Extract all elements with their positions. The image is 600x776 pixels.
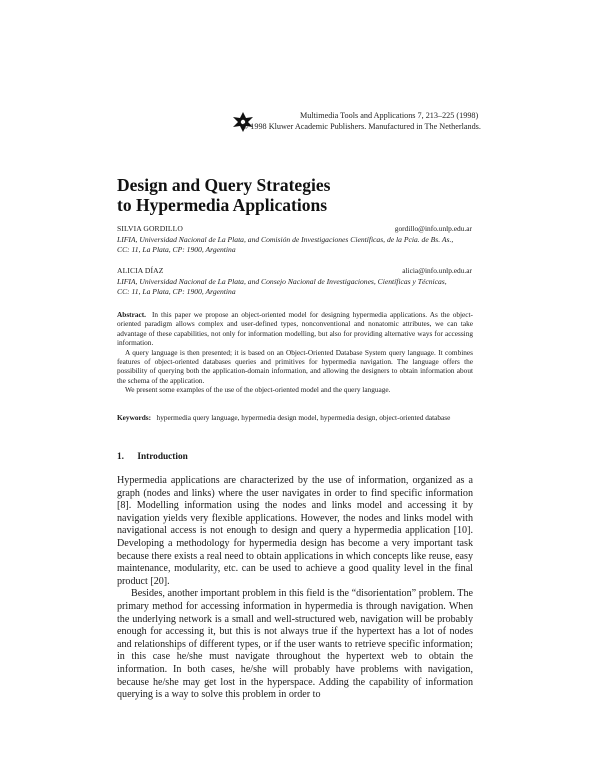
keywords-label: Keywords: — [117, 413, 152, 422]
body-text — [117, 475, 473, 702]
section-title: Introduction — [137, 452, 188, 462]
abstract — [117, 310, 473, 395]
body-paragraph: Besides, another important problem in this field is the “disorientation” problem. The primary method for accessing information in hypermedia is through navigation. When the underlying network is a small and well-structured web, navigation will be probably enough for accessing it, but this is not always true if the hypertext has a lot of nodes and relationships of different types, or if the user wants to retrieve specific information; in this case he/she must navigate throughout the hypertext web to obtain the information. In both cases, he/she will probably have problems with navigation, because he/she may get lost in the hyperspace. Adding the capability of information querying is a way to solve this problem in order to — [117, 588, 473, 701]
author-affiliation: LIFIA, Universidad Nacional de La Plata, and Consejo Nacional de Investigaciones, Científicas y Técnicas, — [117, 276, 447, 286]
copyright-notice: © 1998 Kluwer Academic Publishers. Manufactured in The Netherlands. — [242, 122, 481, 131]
keywords — [117, 413, 597, 422]
author-email[interactable]: alicia@info.unlp.edu.ar — [402, 266, 472, 275]
paper-title — [117, 175, 330, 215]
author-affiliation: LIFIA, Universidad Nacional de La Plata, and Comisión de Investigaciones Científicas, de la Pcia. de Bs. As., — [117, 234, 454, 244]
keywords-text: hypermedia query language, hypermedia design model, hypermedia design, object-oriented database — [156, 413, 451, 422]
body-paragraph: Hypermedia applications are characterized by the use of information, organized as a graph (nodes and links) where the user navigates in order to find specific information [8]. Modelling information using the nodes and links model and accessing it by navigation yields very flexible applications. However, the nodes and links model with navigational access is not enough to design and query a hypermedia application [10]. Developing a methodology for hypermedia design has become a very important task because there exists a real need to obtain applications in which concepts like reuse, easy maintenance, modularity, etc. can be used to achieve a good quality level in the final product [20]. — [117, 475, 473, 587]
author-block — [117, 224, 472, 256]
author-address: CC: 11, La Plata, CP: 1900, Argentina — [117, 287, 236, 296]
author-email[interactable]: gordillo@info.unlp.edu.ar — [394, 224, 472, 233]
journal-citation: Multimedia Tools and Applications 7, 213–225 (1998) — [300, 111, 479, 120]
abstract-label: Abstract. — [117, 310, 146, 319]
title-line-1: Design and Query Strategies — [117, 175, 331, 195]
abstract-paragraph: A query language is then presented; it is based on an Object-Oriented Database System query language. It combines features of object-oriented databases queries and primitives for hypermedia navigation. The language offers the possibility of querying both the application-domain information, and allowing the designers to obtain information about the schema of the application. — [117, 347, 473, 385]
author-address: CC: 11, La Plata, CP: 1900, Argentina — [117, 245, 236, 254]
section-heading — [117, 452, 188, 462]
author-name: SILVIA GORDILLO — [117, 224, 183, 233]
abstract-paragraph — [117, 310, 473, 348]
abstract-paragraph: We present some examples of the use of the object-oriented model and the query language. — [125, 385, 391, 395]
section-number: 1. — [117, 452, 124, 462]
author-block — [117, 266, 472, 298]
title-line-2: to Hypermedia Applications — [117, 195, 328, 215]
author-name: ALICIA DÍAZ — [117, 266, 164, 275]
abstract-text: In this paper we propose an object-oriented model for designing hypermedia applications. As the object-oriented paradigm allows complex and user-defined types, nonconventional and nonatomic attributes, we can take advantage of these capabilities, not only for information modelling, but also for providing alternative ways for accessing information. — [117, 310, 473, 348]
